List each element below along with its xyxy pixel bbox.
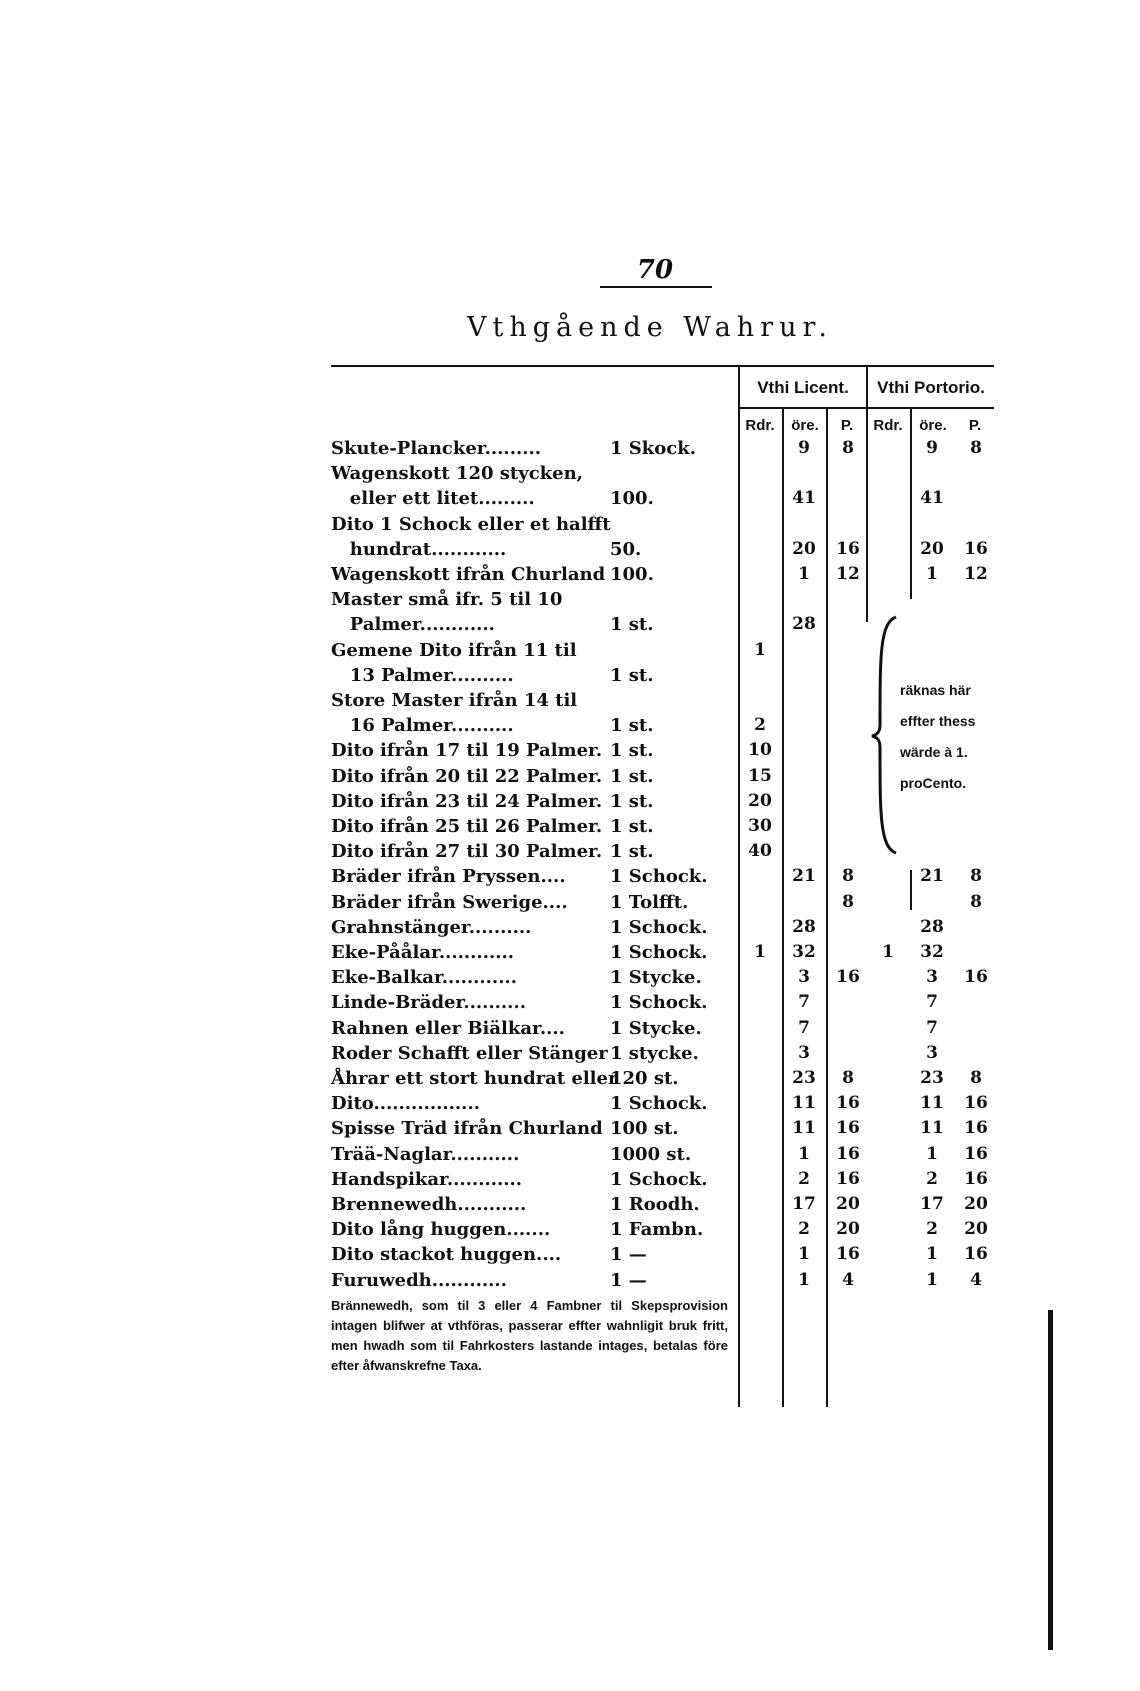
rate-p-ore: 3 xyxy=(926,1043,938,1063)
rate-p-p: 4 xyxy=(970,1270,982,1290)
item-description: Roder Schafft eller Stänger xyxy=(331,1043,608,1064)
item-description: Bräder ifrån Swerige.... xyxy=(331,892,568,913)
rate-l-p: 4 xyxy=(842,1270,854,1290)
rate-p-p: 20 xyxy=(964,1219,988,1239)
licent-header: Vthi Licent. xyxy=(757,378,849,397)
rate-l-ore: 1 xyxy=(798,1270,810,1290)
rate-p-ore: 11 xyxy=(920,1093,944,1113)
rate-p-ore: 41 xyxy=(920,488,944,508)
item-quantity: 1 st. xyxy=(610,841,654,862)
rate-l-ore: 28 xyxy=(792,917,816,937)
footnote: Brännewedh, som til 3 eller 4 Fambner til Skepsprovision intagen blifwer at vthföras, passerar effter wahnligit bruk fritt, men hwadh som til Fahrkosters lastande intages, betalas före efter åfwanskrefne Taxa. xyxy=(331,1298,728,1373)
item-description: Dito ifrån 20 til 22 Palmer. xyxy=(331,766,603,787)
margin-mark xyxy=(1048,1310,1053,1650)
rate-p-ore: 1 xyxy=(926,564,938,584)
item-description: Åhrar ett stort hundrat eller xyxy=(331,1068,618,1089)
rate-l-ore: 3 xyxy=(798,1043,810,1063)
item-description: 13 Palmer.......... xyxy=(331,665,514,686)
item-quantity: 1 st. xyxy=(610,791,654,812)
rate-p-ore: 2 xyxy=(926,1169,938,1189)
item-quantity: 1 Skock. xyxy=(610,438,696,459)
rate-p-rdr: 1 xyxy=(882,942,894,962)
item-description: Store Master ifrån 14 til xyxy=(331,690,578,711)
item-quantity: 1 st. xyxy=(610,715,654,736)
item-description: hundrat............ xyxy=(331,539,507,560)
item-description: Wagenskott 120 stycken, xyxy=(331,463,583,484)
rate-p-ore: 9 xyxy=(926,438,938,458)
brace-icon xyxy=(870,615,900,855)
rate-l-rdr: 1 xyxy=(754,942,766,962)
rate-l-rdr: 15 xyxy=(748,766,772,786)
item-description: Bräder ifrån Pryssen.... xyxy=(331,866,566,887)
item-quantity: 1 Schock. xyxy=(610,917,708,938)
item-description: Dito stackot huggen.... xyxy=(331,1244,562,1265)
rate-l-ore: 2 xyxy=(798,1219,810,1239)
rate-l-p: 16 xyxy=(836,1118,860,1138)
rate-l-p: 16 xyxy=(836,539,860,559)
item-quantity: 1 Roodh. xyxy=(610,1194,700,1215)
rate-l-ore: 23 xyxy=(792,1068,816,1088)
rate-p-ore: 17 xyxy=(920,1194,944,1214)
rate-l-ore: 1 xyxy=(798,1244,810,1264)
rate-p-ore: 32 xyxy=(920,942,944,962)
item-description: Eke-Påålar............ xyxy=(331,942,515,963)
item-quantity: 50. xyxy=(610,539,642,560)
rate-l-ore: 2 xyxy=(798,1169,810,1189)
brace-note-line: effter thess xyxy=(900,713,976,729)
rate-p-p: 16 xyxy=(964,1169,988,1189)
rate-l-p: 8 xyxy=(842,892,854,912)
rate-p-ore: 23 xyxy=(920,1068,944,1088)
rate-l-rdr: 20 xyxy=(748,791,772,811)
rate-l-ore: 21 xyxy=(792,866,816,886)
item-quantity: 1 — xyxy=(610,1244,647,1265)
item-quantity: 1 st. xyxy=(610,766,654,787)
item-description: Skute-Plancker......... xyxy=(331,438,542,459)
rule-licent-left xyxy=(738,367,740,1407)
item-description: Master små ifr. 5 til 10 xyxy=(331,589,563,610)
item-quantity: 100. xyxy=(610,488,654,509)
item-description: Spisse Träd ifrån Churland xyxy=(331,1118,603,1139)
rate-l-p: 16 xyxy=(836,967,860,987)
table-top-rule xyxy=(331,365,994,367)
rate-p-ore: 3 xyxy=(926,967,938,987)
rate-p-p: 8 xyxy=(970,866,982,886)
rate-p-ore: 1 xyxy=(926,1244,938,1264)
rate-l-p: 16 xyxy=(836,1244,860,1264)
item-quantity: 100. xyxy=(610,564,654,585)
rate-l-ore: 11 xyxy=(792,1118,816,1138)
rate-p-p: 8 xyxy=(970,438,982,458)
rate-p-ore: 21 xyxy=(920,866,944,886)
item-quantity: 1 st. xyxy=(610,740,654,761)
item-quantity: 1 Stycke. xyxy=(610,967,702,988)
portorio-rdr-header: Rdr. xyxy=(873,417,903,434)
rate-l-p: 8 xyxy=(842,438,854,458)
rate-p-p: 8 xyxy=(970,892,982,912)
item-quantity: 120 st. xyxy=(610,1068,679,1089)
item-description: Trää-Naglar........... xyxy=(331,1144,520,1165)
rate-l-p: 16 xyxy=(836,1093,860,1113)
licent-ore-header: öre. xyxy=(791,417,819,434)
rate-p-ore: 7 xyxy=(926,992,938,1012)
item-quantity: 1 Schock. xyxy=(610,866,708,887)
item-quantity: 1 Stycke. xyxy=(610,1018,702,1039)
item-description: Gemene Dito ifrån 11 til xyxy=(331,640,577,661)
item-description: 16 Palmer.......... xyxy=(331,715,514,736)
rate-p-ore: 11 xyxy=(920,1118,944,1138)
rate-l-ore: 28 xyxy=(792,614,816,634)
item-description: Linde-Bräder.......... xyxy=(331,992,526,1013)
rate-l-ore: 32 xyxy=(792,942,816,962)
rate-p-ore: 28 xyxy=(920,917,944,937)
item-quantity: 1 st. xyxy=(610,665,654,686)
rate-p-ore: 7 xyxy=(926,1018,938,1038)
rate-l-p: 8 xyxy=(842,866,854,886)
item-description: Dito ifrån 17 til 19 Palmer. xyxy=(331,740,603,761)
item-description: Dito ifrån 25 til 26 Palmer. xyxy=(331,816,603,837)
rate-l-rdr: 10 xyxy=(748,740,772,760)
item-quantity: 1000 st. xyxy=(610,1144,692,1165)
item-quantity: 1 st. xyxy=(610,816,654,837)
rate-l-p: 20 xyxy=(836,1219,860,1239)
item-quantity: 1 Schock. xyxy=(610,992,708,1013)
brace-note-line: räknas här xyxy=(900,682,971,698)
page-title: Vthgående Wahrur. xyxy=(466,312,834,343)
rate-p-ore: 20 xyxy=(920,539,944,559)
item-description: Grahnstänger.......... xyxy=(331,917,532,938)
rate-p-ore: 2 xyxy=(926,1219,938,1239)
item-description: Dito 1 Schock eller et halfft xyxy=(331,514,611,535)
item-description: Dito lång huggen....... xyxy=(331,1219,551,1240)
item-description: Dito ifrån 23 til 24 Palmer. xyxy=(331,791,603,812)
item-quantity: 1 Schock. xyxy=(610,942,708,963)
licent-p-header: P. xyxy=(840,417,854,434)
item-description: Brennewedh........... xyxy=(331,1194,527,1215)
item-quantity: 1 Schock. xyxy=(610,1093,708,1114)
item-quantity: 1 Tolfft. xyxy=(610,892,689,913)
item-description: Dito................. xyxy=(331,1093,480,1114)
rate-l-ore: 20 xyxy=(792,539,816,559)
rate-p-ore: 1 xyxy=(926,1270,938,1290)
rate-p-p: 16 xyxy=(964,539,988,559)
rate-l-rdr: 40 xyxy=(748,841,772,861)
rate-p-ore: 1 xyxy=(926,1144,938,1164)
brace-note-line: proCento. xyxy=(900,775,967,791)
rate-l-ore: 9 xyxy=(798,438,810,458)
rate-p-p: 16 xyxy=(964,967,988,987)
item-quantity: 100 st. xyxy=(610,1118,679,1139)
item-description: Palmer............ xyxy=(331,614,495,635)
rate-l-p: 16 xyxy=(836,1169,860,1189)
item-description: Dito ifrån 27 til 30 Palmer. xyxy=(331,841,603,862)
page-number-rule xyxy=(600,286,712,288)
rate-l-ore: 17 xyxy=(792,1194,816,1214)
rate-p-p: 16 xyxy=(964,1244,988,1264)
rate-l-ore: 1 xyxy=(798,1144,810,1164)
item-description: Rahnen eller Biälkar.... xyxy=(331,1018,565,1039)
brace-note-line: wärde à 1. xyxy=(900,744,968,760)
portorio-p-header: P. xyxy=(968,417,982,434)
licent-rdr-header: Rdr. xyxy=(745,417,775,434)
rate-l-ore: 7 xyxy=(798,992,810,1012)
rate-l-rdr: 30 xyxy=(748,816,772,836)
item-quantity: 1 Fambn. xyxy=(610,1219,704,1240)
rate-p-p: 12 xyxy=(964,564,988,584)
rate-l-p: 12 xyxy=(836,564,860,584)
item-description: eller ett litet......... xyxy=(331,488,535,509)
item-description: Wagenskott ifrån Churland xyxy=(331,564,606,585)
rate-l-ore: 11 xyxy=(792,1093,816,1113)
item-quantity: 1 st. xyxy=(610,614,654,635)
rate-l-ore: 7 xyxy=(798,1018,810,1038)
item-quantity: 1 — xyxy=(610,1270,647,1291)
brace-note xyxy=(900,675,1010,799)
rate-p-p: 8 xyxy=(970,1068,982,1088)
rate-l-ore: 41 xyxy=(792,488,816,508)
page-number: 70 xyxy=(636,255,674,285)
item-quantity: 1 Schock. xyxy=(610,1169,708,1190)
item-description: Furuwedh............ xyxy=(331,1270,507,1291)
portorio-header: Vthi Portorio. xyxy=(877,378,985,397)
item-description: Handspikar............ xyxy=(331,1169,523,1190)
rate-p-p: 16 xyxy=(964,1093,988,1113)
rate-l-p: 16 xyxy=(836,1144,860,1164)
rate-l-rdr: 2 xyxy=(754,715,766,735)
rate-l-ore: 1 xyxy=(798,564,810,584)
item-quantity: 1 stycke. xyxy=(610,1043,699,1064)
rate-p-p: 16 xyxy=(964,1144,988,1164)
rate-l-rdr: 1 xyxy=(754,640,766,660)
rate-l-p: 20 xyxy=(836,1194,860,1214)
rate-p-p: 20 xyxy=(964,1194,988,1214)
rate-l-p: 8 xyxy=(842,1068,854,1088)
portorio-ore-header: öre. xyxy=(919,417,947,434)
rate-p-p: 16 xyxy=(964,1118,988,1138)
item-description: Eke-Balkar............ xyxy=(331,967,517,988)
rate-l-ore: 3 xyxy=(798,967,810,987)
